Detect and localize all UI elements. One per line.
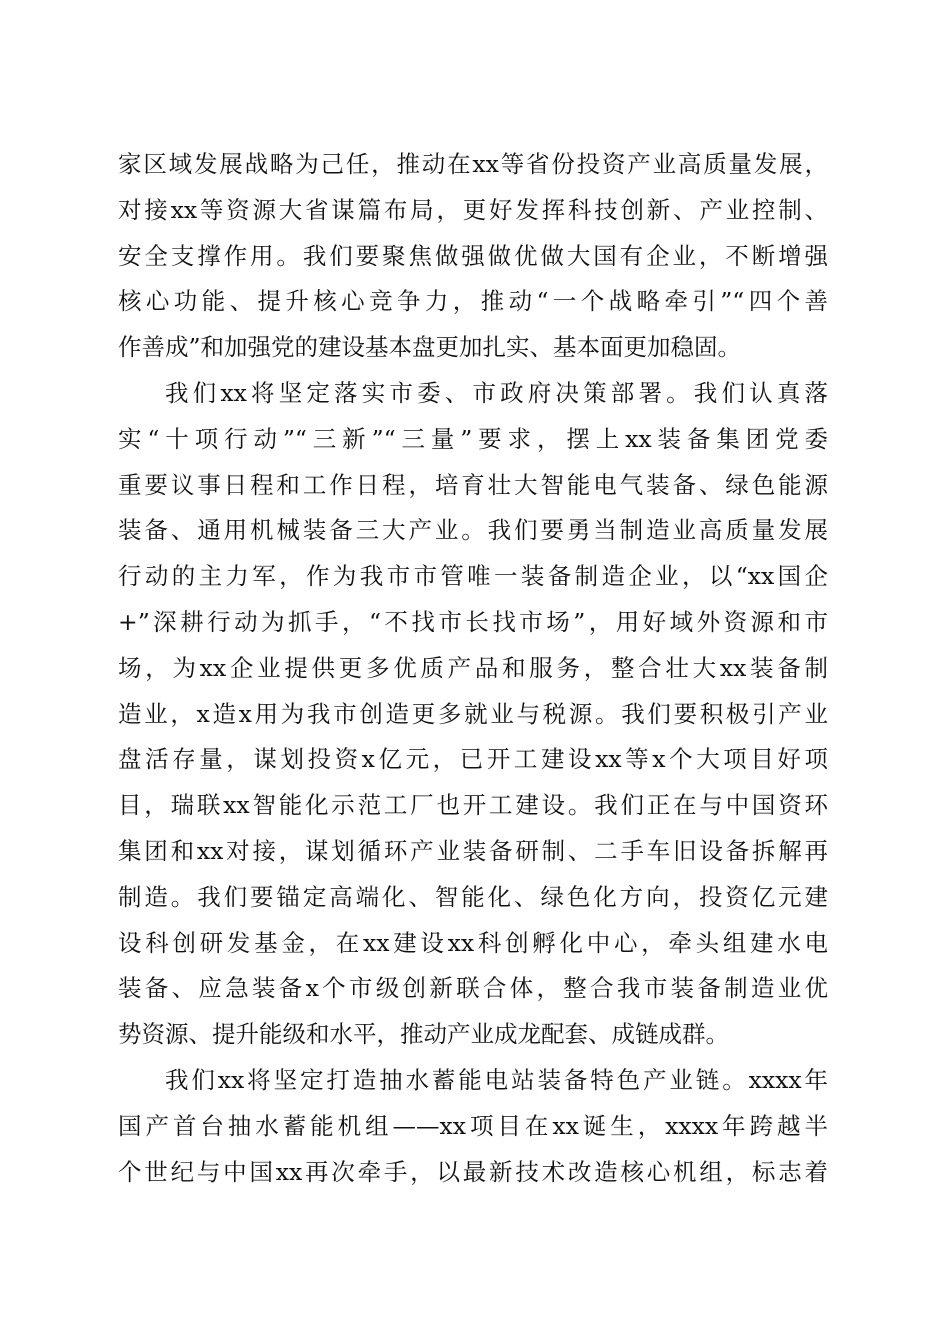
text-line: 我们xx将坚定落实市委、市政府决策部署。我们认真落 <box>165 378 828 407</box>
body-text <box>118 142 828 1195</box>
text-line: 集团和xx对接，谋划循环产业装备研制、二手车旧设备拆解再 <box>118 836 828 865</box>
text-line: 核心功能、提升核心竞争力，推动“一个战略牵引”“四个善 <box>118 287 828 316</box>
text-line: 安全支撑作用。我们要聚焦做强做优做大国有企业，不断增强 <box>118 241 828 270</box>
text-line: 造业，x造x用为我市创造更多就业与税源。我们要积极引产业 <box>118 699 828 728</box>
text-line: 对接xx等资源大省谋篇布局，更好发挥科技创新、产业控制、 <box>118 195 828 224</box>
text-line: +”深耕行动为抓手，“不找市长找市场”，用好域外资源和市 <box>118 607 828 636</box>
text-line: 实“十项行动”“三新”“三量”要求，摆上xx装备集团党委 <box>118 424 828 453</box>
text-line: 装备、应急装备x个市级创新联合体，整合我市装备制造业优 <box>118 974 828 1003</box>
text-line: 装备、通用机械装备三大产业。我们要勇当制造业高质量发展 <box>118 516 828 545</box>
text-line: 场，为xx企业提供更多优质产品和服务，整合壮大xx装备制 <box>118 653 828 682</box>
text-line: 作善成”和加强党的建设基本盘更加扎实、基本面更加稳固。 <box>118 333 742 362</box>
text-line: 盘活存量，谋划投资x亿元，已开工建设xx等x个大项目好项 <box>118 745 828 774</box>
text-line: 势资源、提升能级和水平，推动产业成龙配套、成链成群。 <box>118 1020 729 1049</box>
text-line: 行动的主力军，作为我市市管唯一装备制造企业，以“xx国企 <box>118 562 828 591</box>
text-line: 个世纪与中国xx再次牵手，以最新技术改造核心机组，标志着 <box>118 1157 828 1186</box>
text-line: 目，瑞联xx智能化示范工厂也开工建设。我们正在与中国资环 <box>118 791 828 820</box>
text-line: 重要议事日程和工作日程，培育壮大智能电气装备、绿色能源 <box>118 470 828 499</box>
text-line: 家区域发展战略为己任，推动在xx等省份投资产业高质量发展， <box>118 150 828 178</box>
text-line: 我们xx将坚定打造抽水蓄能电站装备特色产业链。xxxx年 <box>165 1065 828 1094</box>
text-line: 国产首台抽水蓄能机组——xx项目在xx诞生，xxxx年跨越半 <box>118 1111 828 1140</box>
text-line: 制造。我们要锚定高端化、智能化、绿色化方向，投资亿元建 <box>118 882 828 911</box>
text-line: 设科创研发基金，在xx建设xx科创孵化中心，牵头组建水电 <box>118 928 828 957</box>
